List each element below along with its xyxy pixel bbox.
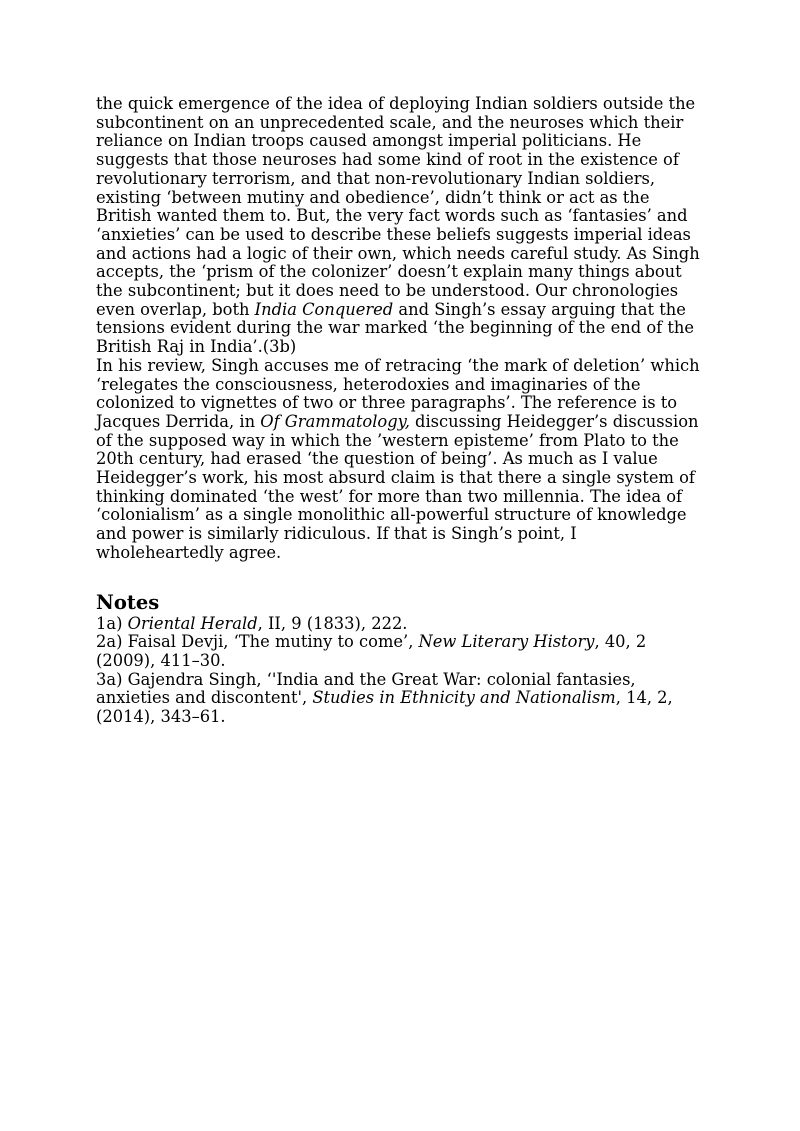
paragraph-1-text-a: the quick emergence of the idea of deploying Indian soldiers outside the subcontinent on an unprecedented scale, and the neuroses which their reliance on Indian troops caused amongst imperial politicians. He suggests that those neuroses had some kind of root in the existence of revolutionary terrorism, and that non-revolutionary Indian soldiers, existing ‘between mutiny and obedience’, didn’t think or act as the British wanted them to. But, the very fact words such as ‘fantasies’ and ‘anxieties’ can be used to describe these beliefs suggests imperial ideas and actions had a logic of their own, which needs careful study. As Singh accepts, the ‘prism of the colonizer’ doesn’t explain many things about the subcontinent; but it does need to be understood. Our chronologies even overlap, both — [96, 94, 700, 319]
body-paragraph-2 — [96, 357, 706, 563]
paragraph-2-text-a: In his review, Singh accuses me of retracing ‘the mark of deletion’ which ‘relegates the consciousness, heterodoxies and imaginaries of the colonized to vignettes of two or three paragraphs’. The reference is to Jacques Derrida, in — [96, 355, 700, 431]
note-3-suffix: , 14, 2, (2014), 343–61. — [96, 688, 673, 727]
body-paragraph-1 — [96, 95, 706, 357]
note-2-prefix: 2a) Faisal Devji, ‘The mutiny to come’, — [96, 632, 419, 652]
note-1-title: Oriental Herald — [127, 613, 258, 633]
note-2-suffix: , 40, 2 (2009), 411–30. — [96, 632, 647, 670]
note-1-prefix: 1a) — [96, 613, 128, 633]
note-3 — [96, 671, 706, 727]
note-1 — [96, 615, 706, 634]
note-3-prefix: 3a) Gajendra Singh, ‘'India and the Great War: colonial fantasies, anxieties and discontent', — [96, 669, 636, 708]
note-1-suffix: , II, 9 (1833), 222. — [257, 613, 408, 633]
paragraph-2-text-b: discussing Heidegger’s discussion of the supposed way in which the ’western episteme’ from Plato to the 20th century, had erased ‘the question of being’. As much as I value Heidegger’s work, his most absurd claim is that there a single system of thinking dominated ‘the west’ for more than two millennia. The idea of ‘colonialism’ as a single monolithic all-powerful structure of knowledge and power is similarly ridiculous. If that is Singh’s point, I wholeheartedly agree. — [96, 411, 699, 562]
book-title-of-grammatology: Of Grammatology, — [260, 411, 410, 431]
note-2-title: New Literary History — [418, 632, 595, 652]
note-2 — [96, 633, 706, 670]
paragraph-1-text-b: and Singh’s essay arguing that the tensions evident during the war marked ‘the beginning of the end of the British Raj in India’.(3b) — [96, 299, 694, 357]
document-page — [96, 95, 706, 727]
book-title-india-conquered: India Conquered — [254, 299, 394, 319]
notes-heading: Notes — [96, 590, 160, 614]
note-3-title: Studies in Ethnicity and Nationalism — [312, 688, 616, 708]
